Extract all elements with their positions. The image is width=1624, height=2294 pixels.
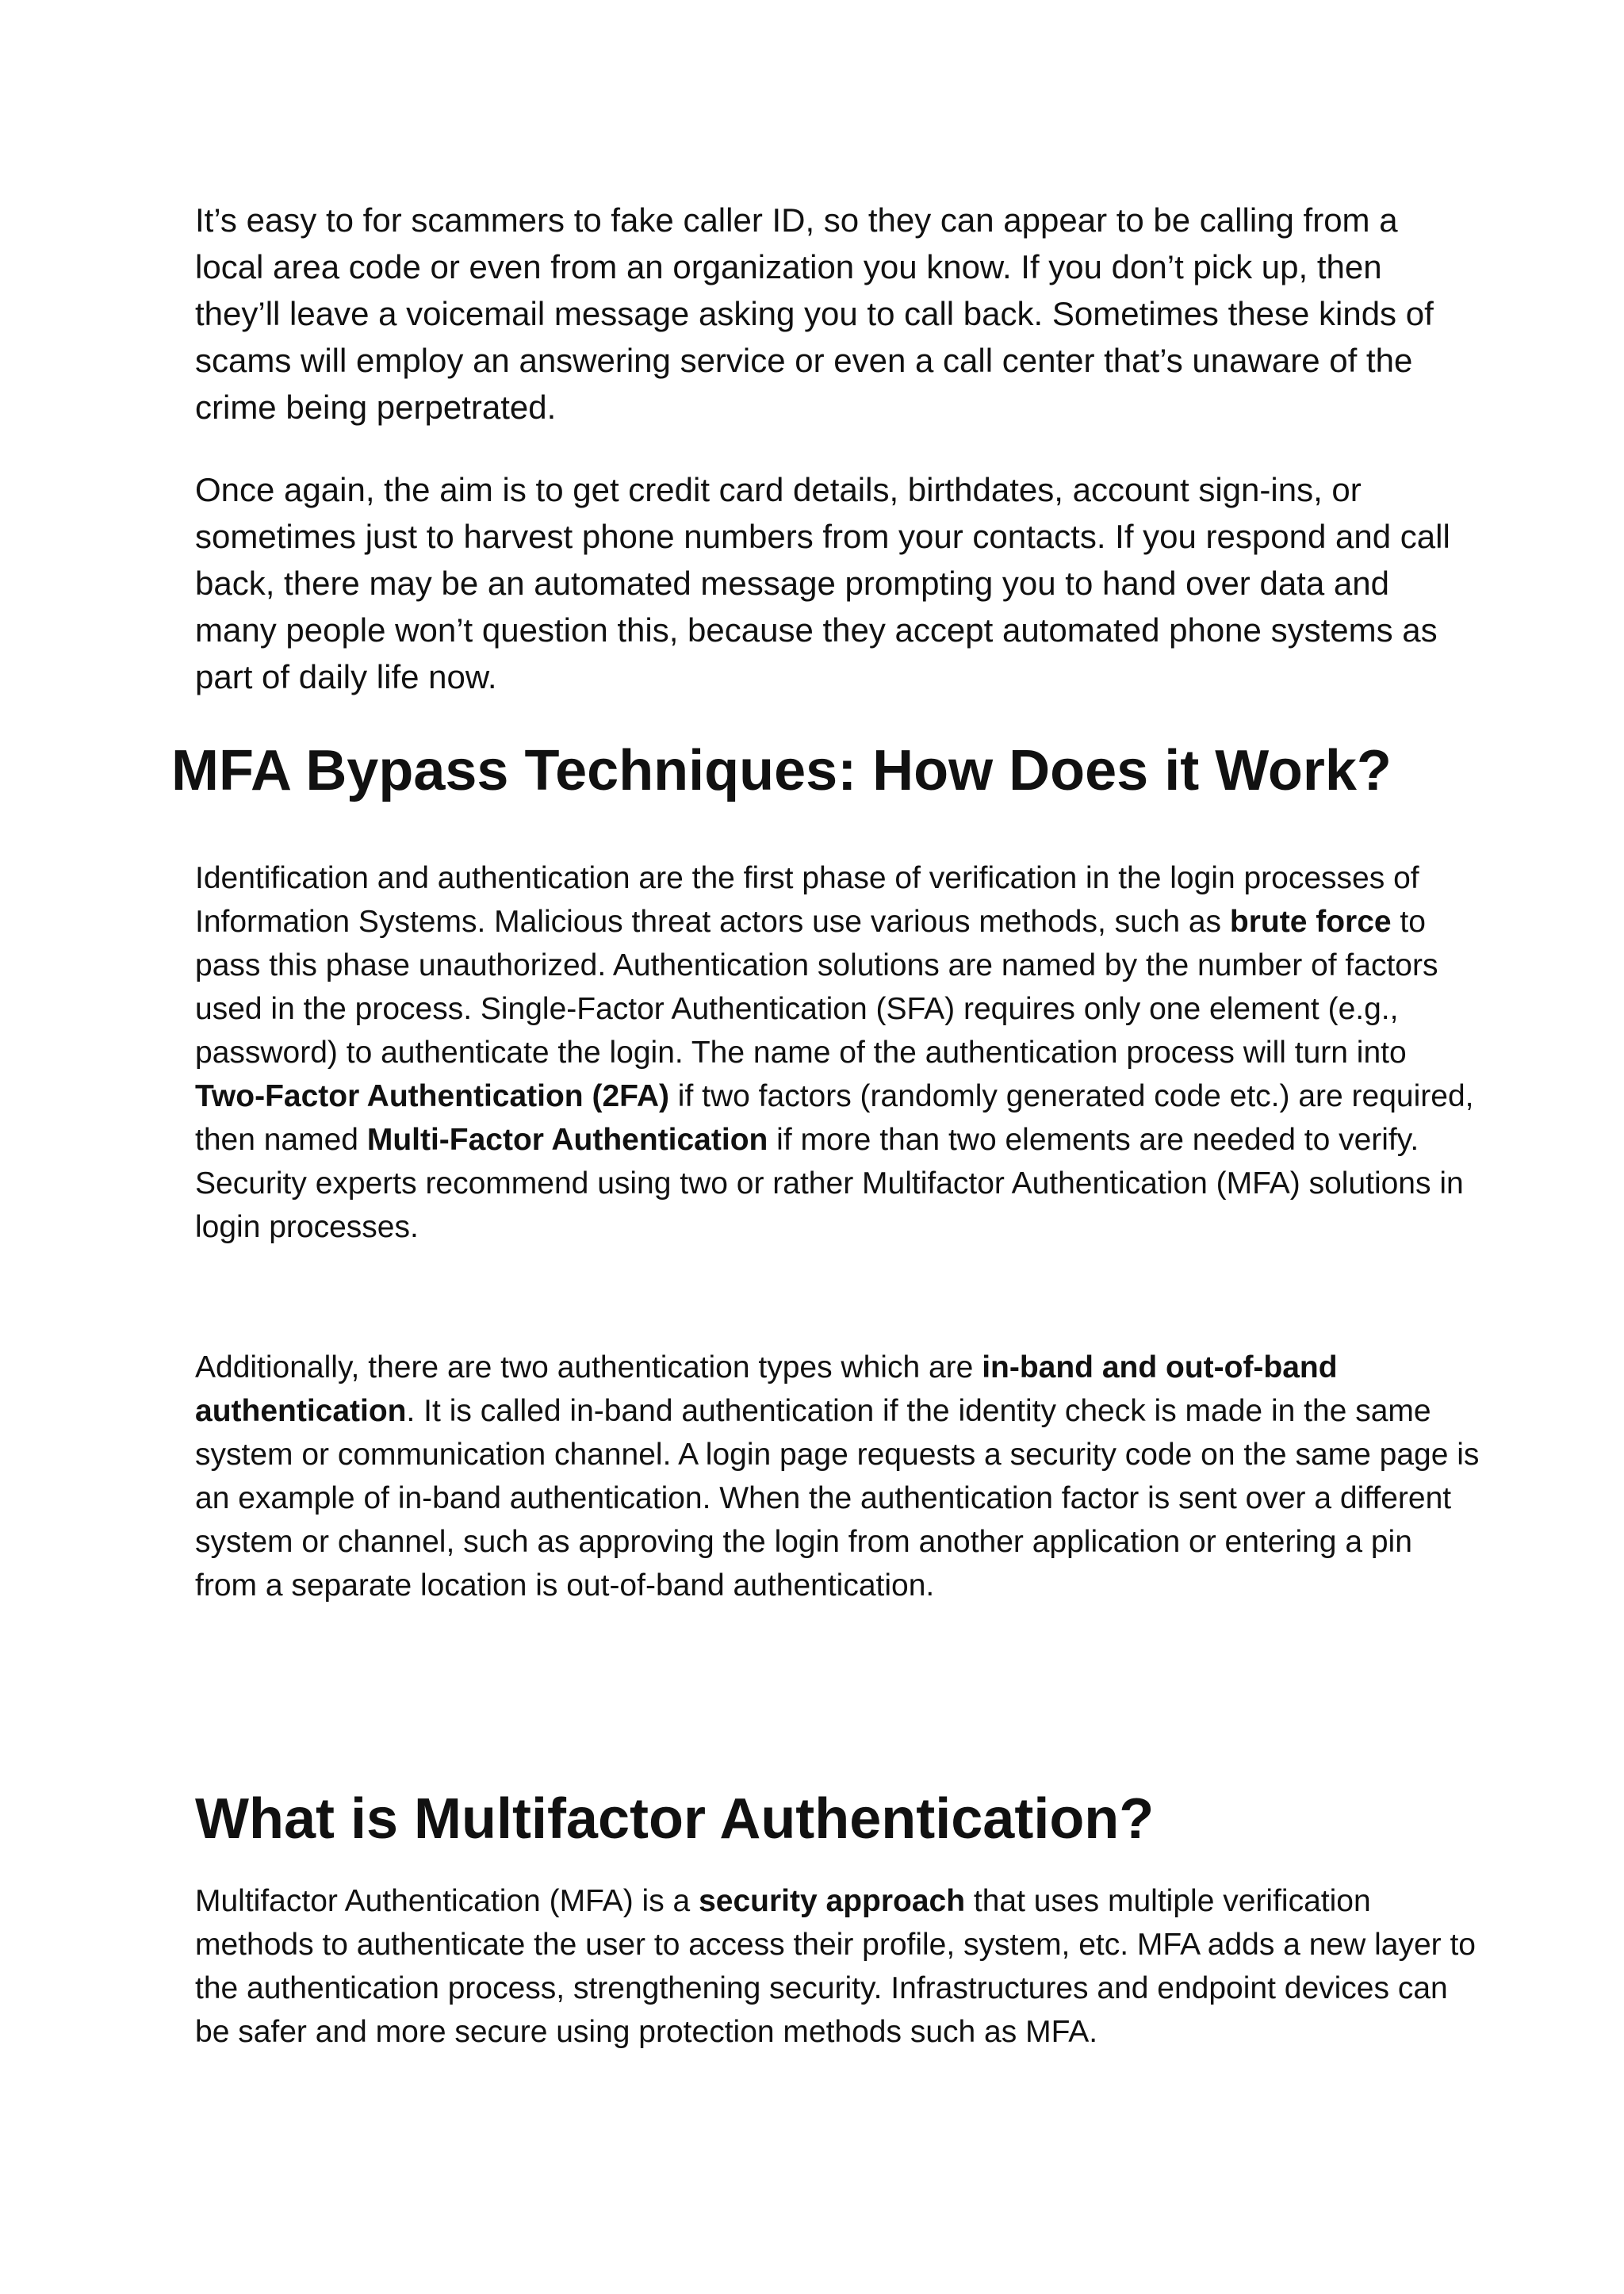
section1-paragraph-2: Additionally, there are two authentication types which are in-band and out-of-band authentication. It is called in-band authentication if the identity check is made in the same system or communication channel. A login page requests a security code on the same page is an example of in-band authentication. When the authentication factor is sent over a different system or channel, such as approving the login from another application or entering a pin from a separate location is out-of-band authentication. <box>195 1350 1480 1603</box>
bold-multi-factor: Multi-Factor Authentication <box>366 1123 768 1157</box>
bold-brute-force: brute force <box>1229 905 1392 939</box>
intro-paragraph-2: Once again, the aim is to get credit card details, birthdates, account sign-ins, or sometimes just to harvest phone numbers from your contacts. If you respond and call back, there may be an automated message prompting you to hand over data and many people won’t question this, because they accept automated phone systems as part of daily life now. <box>195 471 1450 695</box>
section1-paragraph-1: Identification and authentication are the first phase of verification in the login processes of Information Systems. Malicious threat actors use various methods, such as brute force to pass this phase unauthorized. Authentication solutions are named by the number of factors used in the process. Single-Factor Authentication (SFA) requires only one element (e.g., password) to authenticate the login. The name of the authentication process will turn into Two-Factor Authentication (2FA) if two factors (randomly generated code etc.) are required, then named Multi-Factor Authentication if more than two elements are needed to verify. Security experts recommend using two or rather Multifactor Authentication (MFA) solutions in login processes. <box>195 861 1474 1244</box>
section2-paragraph-1: Multifactor Authentication (MFA) is a security approach that uses multiple verification methods to authenticate the user to access their profile, system, etc. MFA adds a new layer to the authentication process, strengthening security. Infrastructures and endpoint devices can be safer and more secure using protection methods such as MFA. <box>195 1884 1476 2049</box>
bold-security-approach: security approach <box>699 1884 966 1918</box>
intro-paragraph-1: It’s easy to for scammers to fake caller ID, so they can appear to be calling from a local area code or even from an organization you know. If you don’t pick up, then they’ll leave a voicemail message asking you to call back. Sometimes these kinds of scams will employ an answering service or even a call center that’s unaware of the crime being perpetrated. <box>195 201 1434 426</box>
bold-two-factor: Two-Factor Authentication (2FA) <box>195 1079 669 1113</box>
heading-mfa-bypass: MFA Bypass Techniques: How Does it Work? <box>171 739 1392 802</box>
heading-what-is-mfa: What is Multifactor Authentication? <box>195 1787 1155 1851</box>
bold-in-band-out-of-band: in-band and out-of-band authentication <box>195 1350 1338 1428</box>
